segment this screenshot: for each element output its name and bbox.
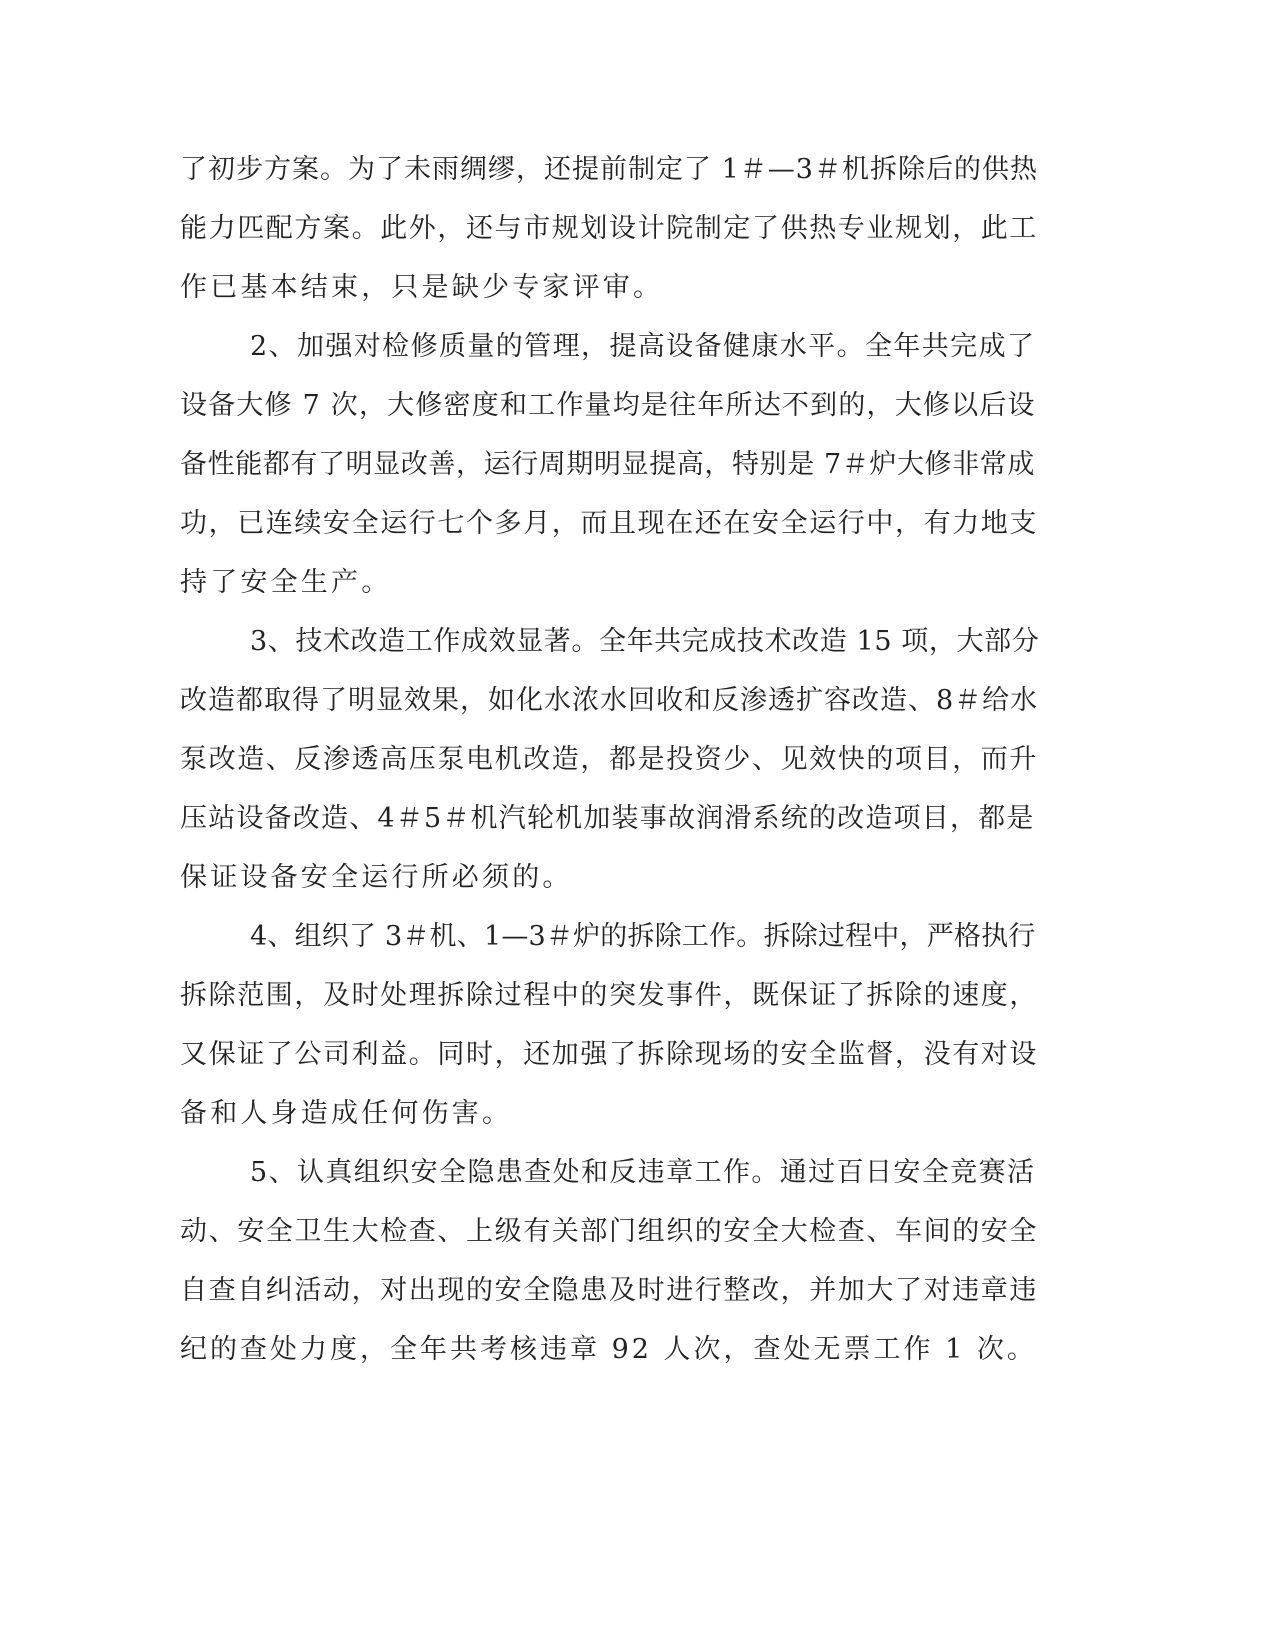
paragraph-4-line-4: 备和人身造成任何伤害。: [180, 1098, 513, 1129]
paragraph-2-line-1: 2、加强对检修质量的管理，提高设备健康水平。全年共完成了: [250, 331, 1036, 362]
paragraph-2-line-3: 备性能都有了明显改善，运行周期明显提高，特别是 7＃炉大修非常成: [180, 449, 1035, 480]
paragraph-intro-line-1: 了初步方案。为了未雨绸缪，还提前制定了 1＃—3＃机拆除后的供热: [180, 154, 1038, 185]
paragraph-5-line-1: 5、认真组织安全隐患查处和反违章工作。通过百日安全竞赛活: [250, 1157, 1036, 1188]
paragraph-4-line-1: 4、组织了 3＃机、1—3＃炉的拆除工作。拆除过程中，严格执行: [250, 921, 1036, 952]
paragraph-3-line-5: 保证设备安全运行所必须的。: [180, 862, 573, 893]
paragraph-5-line-4: 纪的查处力度，全年共考核违章 92 人次，查处无票工作 1 次。: [180, 1334, 1037, 1365]
paragraph-2-line-4: 功，已连续安全运行七个多月，而且现在还在安全运行中，有力地支: [180, 508, 1038, 539]
paragraph-3-line-4: 压站设备改造、4＃5＃机汽轮机加装事故润滑系统的改造项目，都是: [180, 803, 1035, 834]
paragraph-intro-line-2: 能力匹配方案。此外，还与市规划设计院制定了供热专业规划，此工: [180, 213, 1038, 244]
paragraph-5-line-2: 动、安全卫生大检查、上级有关部门组织的安全大检查、车间的安全: [180, 1216, 1038, 1247]
paragraph-5-line-3: 自查自纠活动，对出现的安全隐患及时进行整改，并加大了对违章违: [180, 1275, 1038, 1306]
paragraph-3-line-3: 泵改造、反渗透高压泵电机改造，都是投资少、见效快的项目，而升: [180, 744, 1038, 775]
paragraph-3-line-2: 改造都取得了明显效果，如化水浓水回收和反渗透扩容改造、8＃给水: [180, 685, 1039, 716]
paragraph-4-line-3: 又保证了公司利益。同时，还加强了拆除现场的安全监督，没有对设: [180, 1039, 1038, 1070]
paragraph-3-line-1: 3、技术改造工作成效显著。全年共完成技术改造 15 项，大部分: [250, 626, 1040, 657]
paragraph-intro-line-3: 作已基本结束，只是缺少专家评审。: [180, 272, 664, 303]
paragraph-4-line-2: 拆除范围，及时处理拆除过程中的突发事件，既保证了拆除的速度，: [180, 980, 1038, 1011]
paragraph-2-line-5: 持了安全生产。: [180, 567, 392, 598]
paragraph-2-line-2: 设备大修 7 次，大修密度和工作量均是往年所达不到的，大修以后设: [180, 390, 1036, 421]
